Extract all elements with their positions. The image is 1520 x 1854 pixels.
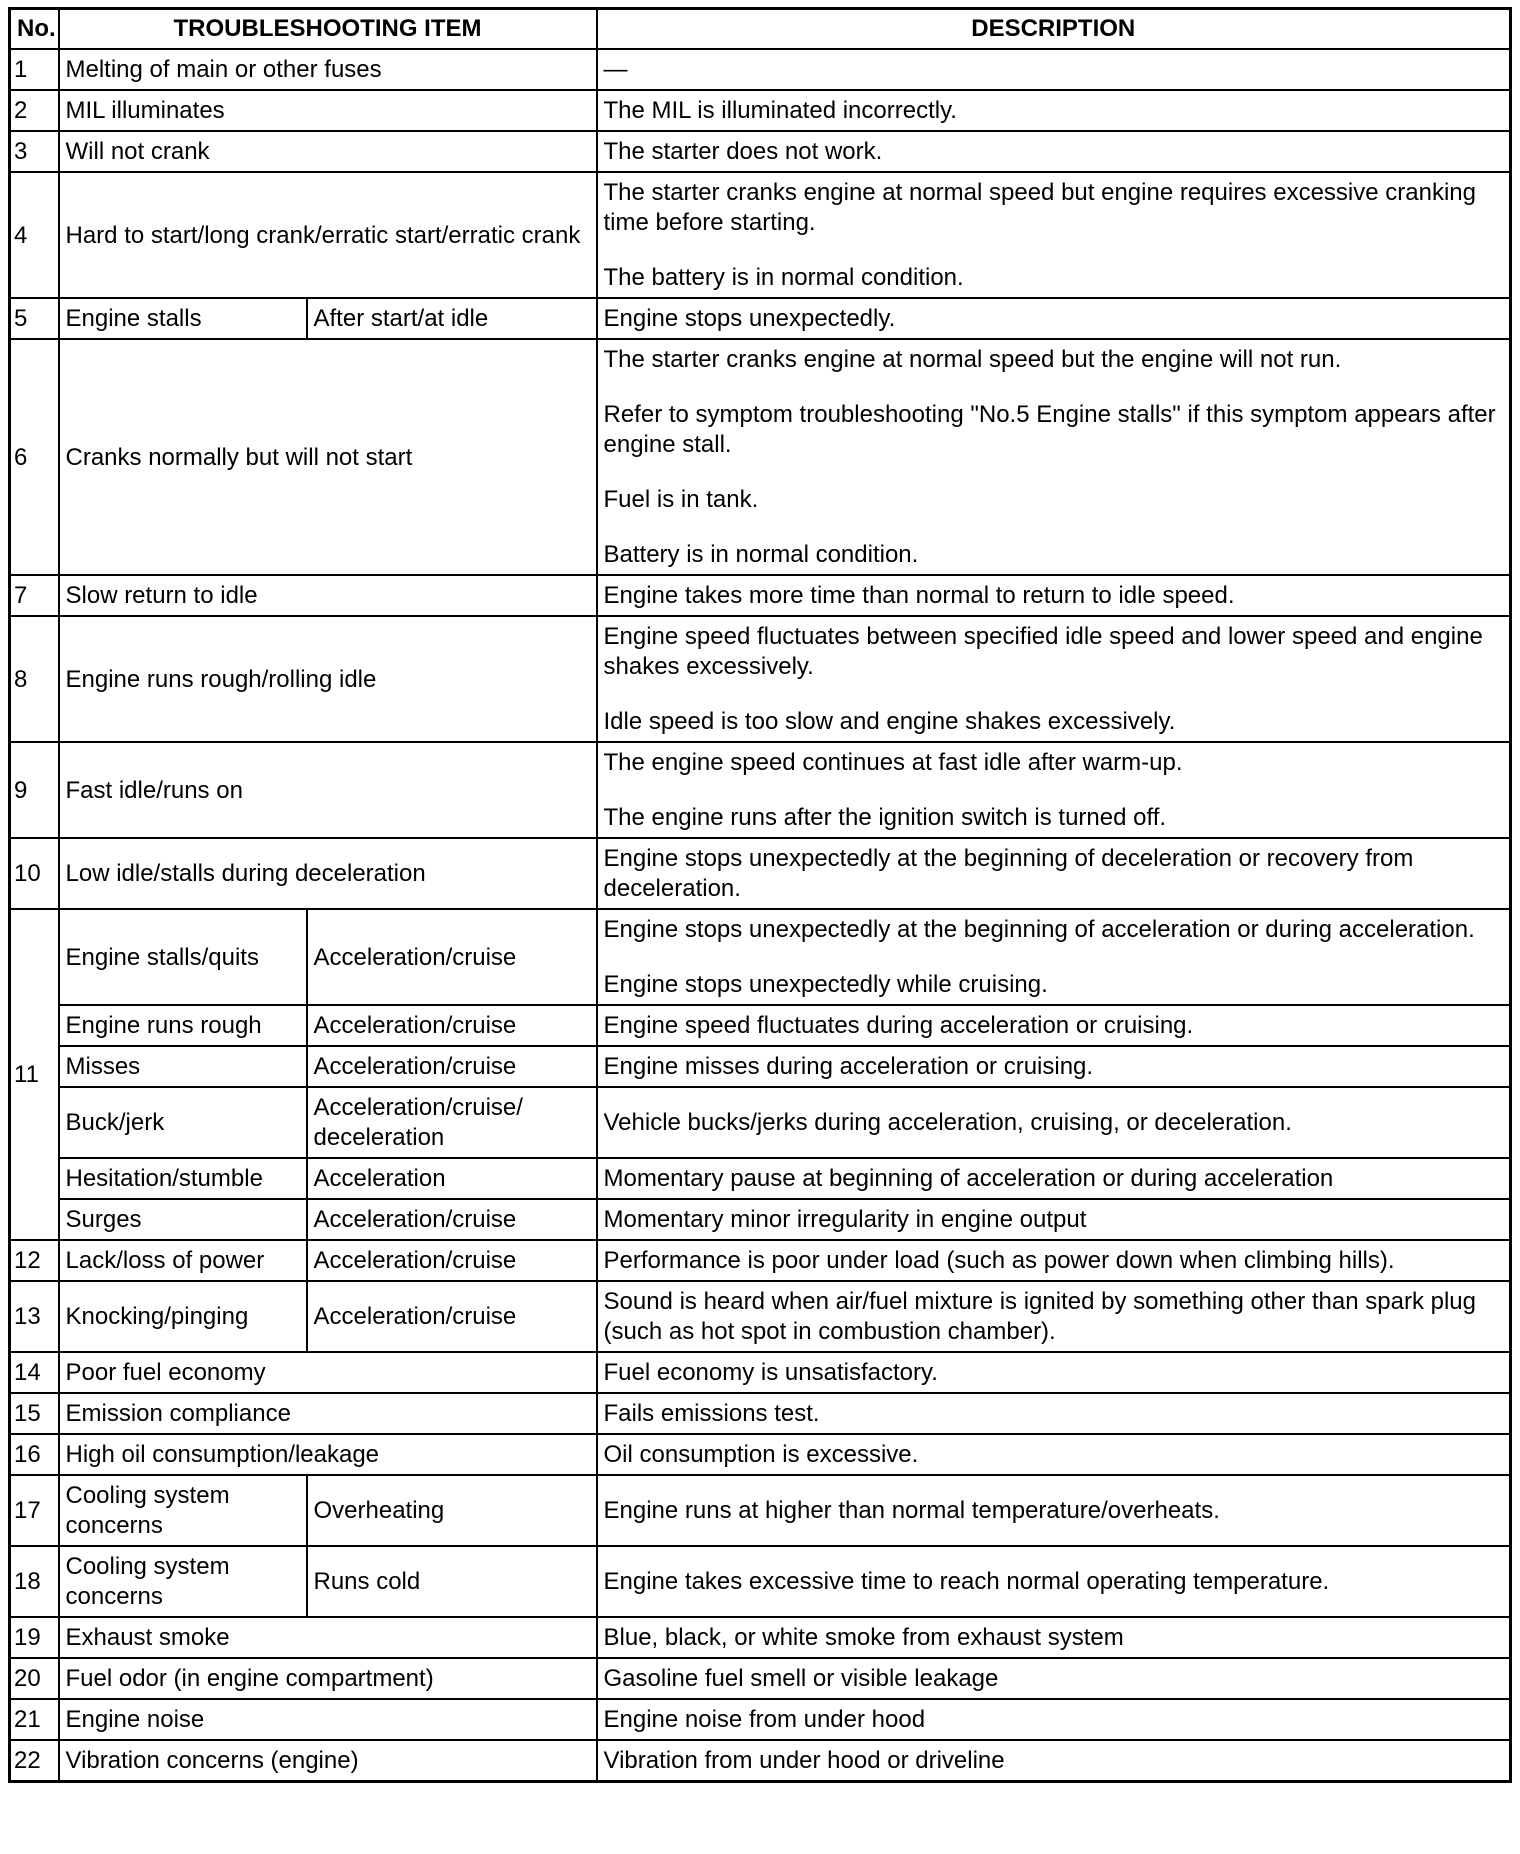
table-row [10,1046,1511,1087]
description [597,90,1511,131]
description [597,1199,1511,1240]
troubleshooting-item: Fast idle/runs on [59,742,597,838]
table-body [10,49,1511,1782]
table-row [10,1617,1511,1658]
troubleshooting-item: High oil consumption/leakage [59,1434,597,1475]
description-paragraph: Idle speed is too slow and engine shakes excessively. [603,708,1176,735]
table-row [10,1699,1511,1740]
description-paragraph: Engine noise from under hood [603,1706,926,1733]
table-row [10,1087,1511,1158]
description-paragraph: Engine stops unexpectedly. [603,305,896,332]
description-paragraph: Engine takes more time than normal to return to idle speed. [603,582,1235,609]
row-number: 4 [10,172,59,298]
troubleshooting-condition: Runs cold [307,1546,597,1617]
description-paragraph: Engine stops unexpectedly while cruising. [603,971,1048,998]
troubleshooting-item: Cranks normally but will not start [59,339,597,575]
troubleshooting-item: Melting of main or other fuses [59,49,597,90]
troubleshooting-item: Misses [59,1046,307,1087]
description-paragraph: Engine speed fluctuates between specified idle speed and lower speed and engine shakes excessively. [603,623,1483,680]
troubleshooting-condition: Acceleration/cruise [307,1281,597,1352]
troubleshooting-condition: Acceleration/cruise/ deceleration [307,1087,597,1158]
row-number: 19 [10,1617,59,1658]
troubleshooting-item: Lack/loss of power [59,1240,307,1281]
troubleshooting-item: Poor fuel economy [59,1352,597,1393]
table-row [10,616,1511,742]
table-row [10,298,1511,339]
troubleshooting-condition: Overheating [307,1475,597,1546]
row-number: 5 [10,298,59,339]
description [597,1005,1511,1046]
table-row [10,909,1511,1005]
table-row [10,1199,1511,1240]
troubleshooting-item: Engine noise [59,1699,597,1740]
description-paragraph: Battery is in normal condition. [603,541,919,568]
row-number: 18 [10,1546,59,1617]
table-row [10,1352,1511,1393]
description-paragraph: The starter cranks engine at normal speed but the engine will not run. [603,346,1342,373]
table-row [10,575,1511,616]
description-paragraph: Refer to symptom troubleshooting "No.5 Engine stalls" if this symptom appears after engine stall. [603,401,1496,458]
header-description: DESCRIPTION [597,9,1511,50]
description [597,339,1511,575]
table-row [10,1658,1511,1699]
row-number: 7 [10,575,59,616]
description-paragraph: Fuel is in tank. [603,486,759,513]
table-row [10,1475,1511,1546]
troubleshooting-item: Buck/jerk [59,1087,307,1158]
troubleshooting-item: Engine stalls/quits [59,909,307,1005]
troubleshooting-table [8,7,1512,1783]
description-paragraph: Fuel economy is unsatisfactory. [603,1359,938,1386]
description-paragraph: Performance is poor under load (such as power down when climbing hills). [603,1247,1395,1274]
table-row [10,1393,1511,1434]
table-row [10,1005,1511,1046]
troubleshooting-item: Surges [59,1199,307,1240]
troubleshooting-item: Emission compliance [59,1393,597,1434]
description-paragraph: The MIL is illuminated incorrectly. [603,97,957,124]
description [597,172,1511,298]
description-paragraph: The starter cranks engine at normal speed but engine requires excessive cranking time before starting. [603,179,1476,236]
table-row [10,1281,1511,1352]
troubleshooting-condition: Acceleration [307,1158,597,1199]
row-number: 17 [10,1475,59,1546]
table-row [10,1546,1511,1617]
description-paragraph: Momentary pause at beginning of acceleration or during acceleration [603,1165,1334,1192]
troubleshooting-condition: Acceleration/cruise [307,1005,597,1046]
description-paragraph: Engine takes excessive time to reach normal operating temperature. [603,1568,1330,1595]
description [597,1158,1511,1199]
description [597,909,1511,1005]
header-no: No. [10,9,59,50]
table-row [10,49,1511,90]
row-number: 16 [10,1434,59,1475]
description [597,1281,1511,1352]
troubleshooting-item: Engine runs rough/rolling idle [59,616,597,742]
description-paragraph: Engine misses during acceleration or cruising. [603,1053,1094,1080]
description-paragraph: Vibration from under hood or driveline [603,1747,1005,1774]
description [597,742,1511,838]
troubleshooting-condition: After start/at idle [307,298,597,339]
troubleshooting-condition: Acceleration/cruise [307,909,597,1005]
header-troubleshooting-item: TROUBLESHOOTING ITEM [59,9,597,50]
description-paragraph: Engine stops unexpectedly at the beginning of deceleration or recovery from deceleration. [603,845,1414,902]
description [597,1658,1511,1699]
description-paragraph: Fails emissions test. [603,1400,820,1427]
row-number: 10 [10,838,59,909]
row-number: 3 [10,131,59,172]
row-number: 21 [10,1699,59,1740]
header-row [10,9,1511,50]
row-number: 1 [10,49,59,90]
row-number: 2 [10,90,59,131]
table-row [10,339,1511,575]
troubleshooting-item: Hard to start/long crank/erratic start/erratic crank [59,172,597,298]
row-number: 6 [10,339,59,575]
troubleshooting-item: Hesitation/stumble [59,1158,307,1199]
description-paragraph: The starter does not work. [603,138,883,165]
troubleshooting-item: Cooling system concerns [59,1546,307,1617]
description-paragraph: Sound is heard when air/fuel mixture is ignited by something other than spark plug (such as hot spot in combustion chamber). [603,1288,1476,1345]
troubleshooting-item: Slow return to idle [59,575,597,616]
row-number: 12 [10,1240,59,1281]
table-row [10,1434,1511,1475]
description-paragraph: The engine speed continues at fast idle after warm-up. [603,749,1183,776]
row-number: 22 [10,1740,59,1782]
description [597,131,1511,172]
troubleshooting-condition: Acceleration/cruise [307,1046,597,1087]
troubleshooting-item: Low idle/stalls during deceleration [59,838,597,909]
troubleshooting-item: Cooling system concerns [59,1475,307,1546]
row-number: 15 [10,1393,59,1434]
table-row [10,1740,1511,1782]
description-paragraph: Engine runs at higher than normal temperature/overheats. [603,1497,1220,1524]
table-row [10,131,1511,172]
troubleshooting-condition: Acceleration/cruise [307,1199,597,1240]
troubleshooting-item: Will not crank [59,131,597,172]
description [597,1393,1511,1434]
row-number: 13 [10,1281,59,1352]
description [597,1699,1511,1740]
row-number: 11 [10,909,59,1240]
troubleshooting-item: Knocking/pinging [59,1281,307,1352]
troubleshooting-item: Exhaust smoke [59,1617,597,1658]
description [597,1740,1511,1782]
description-paragraph: Momentary minor irregularity in engine output [603,1206,1087,1233]
description [597,1546,1511,1617]
description-paragraph: Engine stops unexpectedly at the beginning of acceleration or during acceleration. [603,916,1475,943]
description [597,49,1511,90]
description-paragraph: Oil consumption is excessive. [603,1441,919,1468]
row-number: 14 [10,1352,59,1393]
troubleshooting-item: Engine stalls [59,298,307,339]
description-paragraph: Gasoline fuel smell or visible leakage [603,1665,999,1692]
row-number: 8 [10,616,59,742]
description [597,1434,1511,1475]
description-paragraph: — [603,56,628,83]
troubleshooting-item: MIL illuminates [59,90,597,131]
table-row [10,1158,1511,1199]
description-paragraph: Vehicle bucks/jerks during acceleration, cruising, or deceleration. [603,1109,1292,1136]
row-number: 20 [10,1658,59,1699]
description-paragraph: The battery is in normal condition. [603,264,964,291]
description [597,1087,1511,1158]
row-number: 9 [10,742,59,838]
table-row [10,90,1511,131]
description-paragraph: The engine runs after the ignition switch is turned off. [603,804,1167,831]
table-row [10,1240,1511,1281]
description [597,1475,1511,1546]
troubleshooting-document [8,7,1512,1783]
description [597,616,1511,742]
troubleshooting-item: Engine runs rough [59,1005,307,1046]
description [597,1352,1511,1393]
description [597,575,1511,616]
description-paragraph: Blue, black, or white smoke from exhaust system [603,1624,1124,1651]
table-row [10,172,1511,298]
table-row [10,742,1511,838]
table-row [10,838,1511,909]
description [597,298,1511,339]
description [597,1617,1511,1658]
troubleshooting-item: Fuel odor (in engine compartment) [59,1658,597,1699]
description [597,1046,1511,1087]
troubleshooting-item: Vibration concerns (engine) [59,1740,597,1782]
description [597,1240,1511,1281]
description [597,838,1511,909]
troubleshooting-condition: Acceleration/cruise [307,1240,597,1281]
description-paragraph: Engine speed fluctuates during acceleration or cruising. [603,1012,1194,1039]
